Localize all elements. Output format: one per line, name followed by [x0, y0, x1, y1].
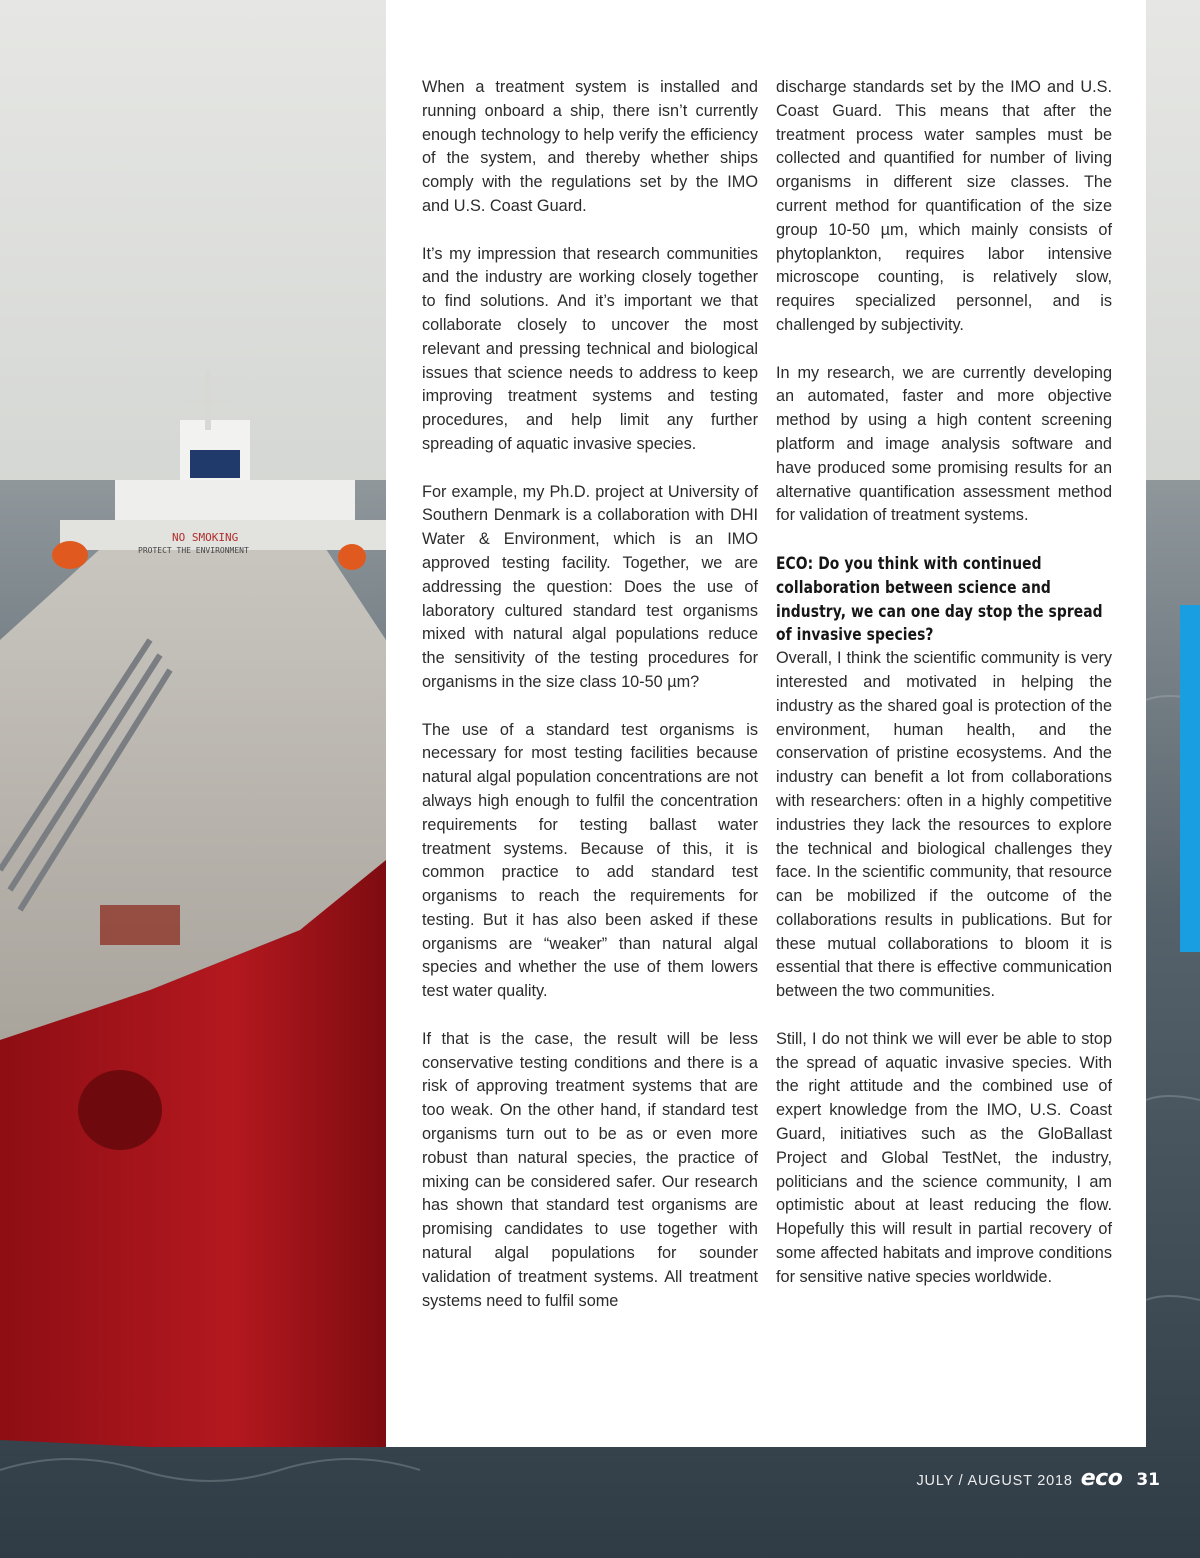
paragraph: It’s my impression that research communities and the industry are working closely together to find solutions. And it’s important we that collaborate closely to uncover the most relevant and pressing technical and biological issues that science needs to address to keep improving treatment systems and testing procedures, and help limit any further spreading of aquatic invasive species.	[422, 244, 758, 453]
paragraph: The use of a standard test organisms is necessary for most testing facilities because natural algal population concentrations are not always high enough to fulfil the concentration requirements for testing ballast water treatment systems. Because of this, it is common practice to add standard test organisms to reach the requirements for testing. But it has also been asked if these organisms are “weaker” than natural algal species and whether the use of them lowers test water quality.	[422, 720, 758, 1001]
paragraph: discharge standards set by the IMO and U.S. Coast Guard. This means that after the treatment process water samples must be collected and quantified for number of living organisms in different size classes. The current method for quantification of the size group 10-50 µm, which mainly consists of phytoplankton, requires labor intensive microscope counting, is relatively slow, requires specialized personnel, and is challenged by subjectivity.	[776, 78, 1112, 334]
section-tab	[1180, 605, 1200, 952]
paragraph: When a treatment system is installed and running onboard a ship, there isn’t currently enough technology to help verify the efficiency of the system, and thereby whether ships comply with the regulations set by the IMO and U.S. Coast Guard.	[422, 78, 758, 215]
paragraph: In my research, we are currently developing an automated, faster and more objective method by using a high content screening platform and image analysis software and have produced some promising results for an alternative quantification assessment method for validation of treatment systems.	[776, 363, 1112, 525]
paragraph: Overall, I think the scientific community is very interested and motivated in helping the industry as the shared goal is protection of the environment, human health, and the conservation of pristine ecosystems. And the industry can benefit a lot from collaborations with researchers: often in a highly competitive industries they lack the resources to explore the technical and biological challenges they face. In the scientific community, that resource can be mobilized if the outcome of the collaborations results in publications. But for these mutual collaborations to bloom it is essential that there is effective communication between the two communities.	[776, 649, 1112, 1001]
interview-question: ECO: Do you think with continued collaboration between science and industry, we can one day stop the spread of invasive species?	[776, 553, 1103, 645]
issue-date: JULY / AUGUST 2018	[916, 1473, 1073, 1489]
article-column-right	[776, 76, 1112, 1313]
page-footer	[917, 1466, 1161, 1492]
ship-sign-protect: PROTECT THE ENVIRONMENT	[138, 546, 249, 555]
paragraph: For example, my Ph.D. project at University of Southern Denmark is a collaboration with DHI Water & Environment, which is an IMO approved testing facility. Together, we are addressing the question: Does the use of laboratory cultured standard test organisms mixed with natural algal populations reduce the sensitivity of the testing procedures for organisms in the size class 10-50 µm?	[422, 482, 758, 691]
article-column-left	[422, 76, 758, 1337]
magazine-logo: eco	[1080, 1466, 1123, 1491]
page-number: 31	[1136, 1470, 1160, 1490]
ship-sign-no-smoking: NO SMOKING	[172, 531, 239, 544]
paragraph: Still, I do not think we will ever be able to stop the spread of aquatic invasive species. With the right attitude and the combined use of expert knowledge from the IMO, U.S. Coast Guard, initiatives such as the GloBallast Project and Global TestNet, the industry, politicians and the science community, I am optimistic about at least reducing the flow. Hopefully this will result in partial recovery of some affected habitats and improve conditions for sensitive native species worldwide.	[776, 1029, 1112, 1286]
paragraph: If that is the case, the result will be less conservative testing conditions and there is a risk of approving treatment systems that are too weak. On the other hand, if standard test organisms turn out to be as or even more robust than natural species, the practice of mixing can be considered safer. Our research has shown that standard test organisms are promising candidates to use together with natural algal populations for sounder validation of treatment systems. All treatment systems need to fulfil some	[422, 1029, 758, 1310]
